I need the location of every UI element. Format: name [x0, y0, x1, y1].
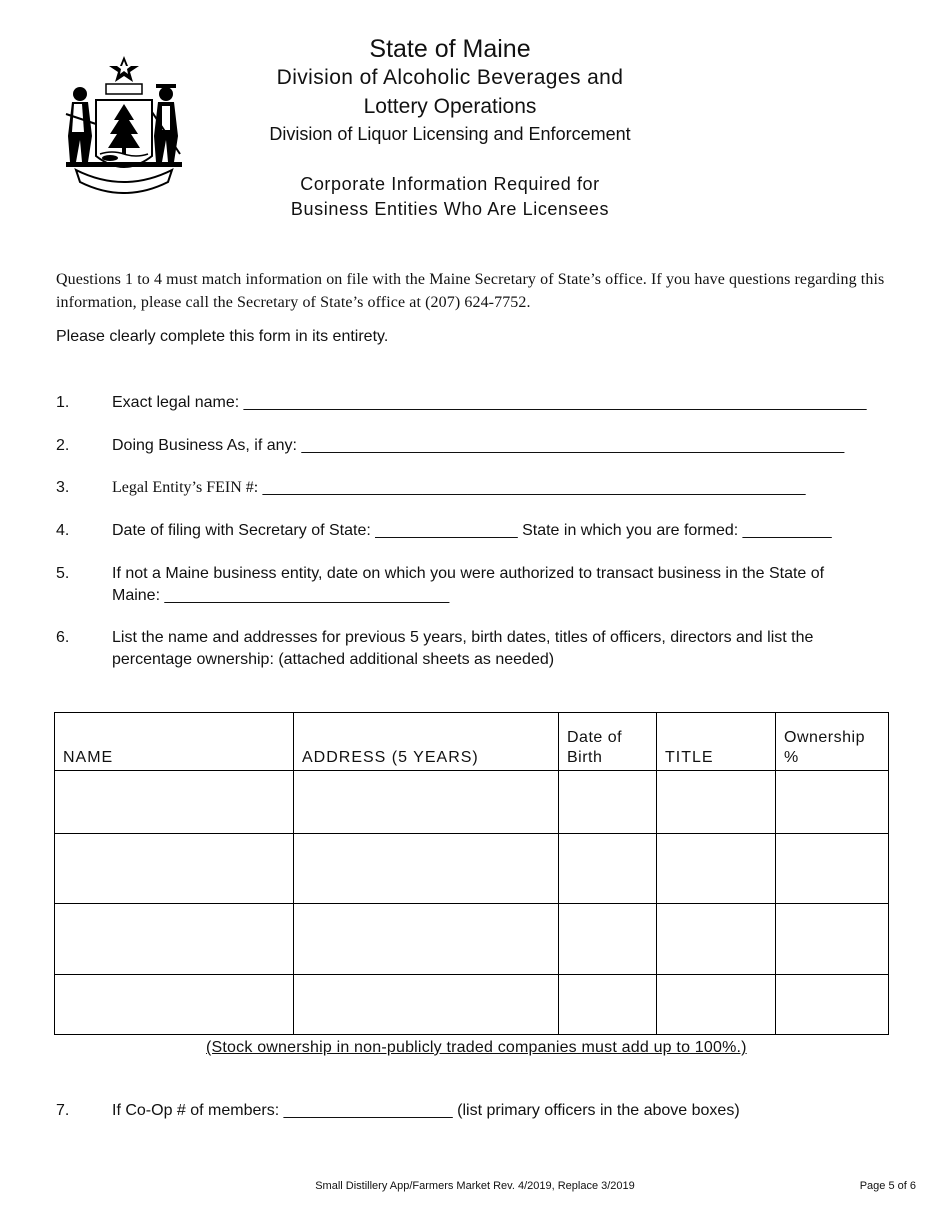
- question-3-number: 3.: [56, 479, 70, 496]
- filing-date-field[interactable]: ________________: [375, 522, 518, 539]
- address-cell[interactable]: [294, 975, 559, 1035]
- ownership-cell[interactable]: [776, 834, 889, 904]
- question-7-note: (list primary officers in the above boxes): [457, 1102, 740, 1119]
- name-cell[interactable]: [55, 771, 294, 834]
- question-5-label: Maine:: [112, 587, 161, 604]
- question-3: [112, 477, 805, 499]
- form-title-line1: Corporate Information Required for: [300, 174, 600, 194]
- state-title: State of Maine: [369, 35, 531, 63]
- address-cell[interactable]: [294, 771, 559, 834]
- intro-instruction: Please clearly complete this form in its entirety.: [56, 328, 389, 345]
- question-3-label: Legal Entity’s FEIN #:: [112, 479, 259, 496]
- title-cell[interactable]: [657, 904, 776, 975]
- name-cell[interactable]: [55, 834, 294, 904]
- ownership-cell[interactable]: [776, 904, 889, 975]
- question-6-line2: percentage ownership: (attached additional sheets as needed): [112, 651, 555, 668]
- question-5-line1: If not a Maine business entity, date on which you were authorized to transact business in the State of: [112, 565, 825, 582]
- question-4-number: 4.: [56, 522, 70, 539]
- name-cell[interactable]: [55, 904, 294, 975]
- address-cell[interactable]: [294, 834, 559, 904]
- table-row: [55, 834, 889, 904]
- column-header-title: TITLE: [657, 713, 776, 771]
- authorization-date-field[interactable]: ________________________________: [164, 587, 450, 604]
- address-cell[interactable]: [294, 904, 559, 975]
- footer-page-number: Page 5 of 6: [859, 1180, 916, 1192]
- footer-revision: Small Distillery App/Farmers Market Rev. 4/2019, Replace 3/2019: [315, 1180, 635, 1192]
- name-cell[interactable]: [55, 975, 294, 1035]
- column-header-dob-line1: Date of: [567, 729, 623, 746]
- column-header-dob: [559, 713, 657, 771]
- ownership-cell[interactable]: [776, 771, 889, 834]
- question-2-number: 2.: [56, 437, 70, 454]
- table-row: [55, 904, 889, 975]
- ownership-cell[interactable]: [776, 975, 889, 1035]
- question-7-number: 7.: [56, 1102, 70, 1119]
- table-row: [55, 771, 889, 834]
- dba-field[interactable]: _____________________________________________________________: [301, 437, 845, 454]
- title-cell[interactable]: [657, 975, 776, 1035]
- division-title-line1: Division of Alcoholic Beverages and: [276, 66, 624, 89]
- division-title-line2: Lottery Operations: [363, 95, 537, 118]
- question-1-number: 1.: [56, 394, 70, 411]
- division-subtitle: Division of Liquor Licensing and Enforcement: [269, 124, 631, 144]
- question-5-line2: [112, 585, 449, 607]
- intro-paragraph: Questions 1 to 4 must match information on file with the Maine Secretary of State’s office. If you have questions regarding this information, please call the Secretary of State’s office at (207) 624-7752.: [56, 271, 885, 311]
- dob-cell[interactable]: [559, 904, 657, 975]
- legal-name-field[interactable]: ______________________________________________________________________: [243, 394, 867, 411]
- maine-state-seal-icon: [62, 54, 186, 194]
- question-6-number: 6.: [56, 629, 70, 646]
- question-4-state-label: State in which you are formed:: [522, 522, 739, 539]
- question-6-line1: List the name and addresses for previous 5 years, birth dates, titles of officers, directors and list the: [112, 629, 814, 646]
- form-title-line2: Business Entities Who Are Licensees: [290, 199, 610, 219]
- coop-members-field[interactable]: ___________________: [283, 1102, 453, 1119]
- dob-cell[interactable]: [559, 771, 657, 834]
- officers-table: [54, 712, 889, 1035]
- dob-cell[interactable]: [559, 834, 657, 904]
- title-cell[interactable]: [657, 771, 776, 834]
- question-1: [112, 392, 867, 414]
- column-header-dob-line2: Birth: [567, 749, 603, 766]
- question-4: [112, 520, 832, 542]
- question-7: [112, 1100, 740, 1122]
- column-header-ownership-line1: Ownership: [784, 729, 865, 746]
- title-cell[interactable]: [657, 834, 776, 904]
- stock-ownership-note: (Stock ownership in non-publicly traded companies must add up to 100%.): [206, 1039, 747, 1056]
- column-header-name: NAME: [55, 713, 294, 771]
- state-formed-field[interactable]: __________: [742, 522, 832, 539]
- question-2: [112, 435, 844, 457]
- dob-cell[interactable]: [559, 975, 657, 1035]
- column-header-ownership-line2: %: [784, 749, 799, 766]
- question-1-label: Exact legal name:: [112, 394, 240, 411]
- fein-field[interactable]: _____________________________________________________________: [262, 479, 806, 496]
- column-header-ownership: [776, 713, 889, 771]
- table-row: [55, 975, 889, 1035]
- question-7-label: If Co-Op # of members:: [112, 1102, 280, 1119]
- question-4-label: Date of filing with Secretary of State:: [112, 522, 371, 539]
- column-header-address: ADDRESS (5 YEARS): [294, 713, 559, 771]
- question-5-number: 5.: [56, 565, 70, 582]
- question-2-label: Doing Business As, if any:: [112, 437, 297, 454]
